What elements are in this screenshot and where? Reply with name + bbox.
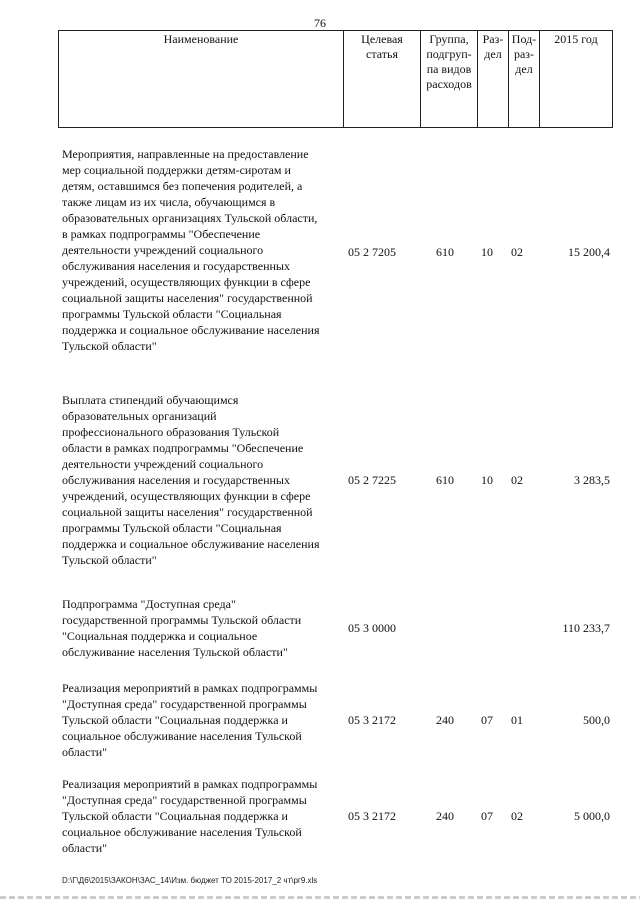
row-group: 610: [436, 245, 454, 259]
row-group: 240: [436, 809, 454, 823]
row-section: 10: [481, 473, 493, 487]
row-amount: 5 000,0: [574, 809, 610, 823]
scan-artifact: [0, 896, 640, 899]
row-amount: 3 283,5: [574, 473, 610, 487]
row-name: Реализация мероприятий в рамках подпрограммы "Доступная среда" государственной программы Тульской области "Социальная поддержка и социальное обслуживание населения Тульской области": [62, 777, 318, 855]
header-section: Раз- дел: [478, 31, 509, 128]
row-target: 05 2 7225: [348, 473, 396, 487]
row-target: 05 3 2172: [348, 713, 396, 727]
row-subsection: 01: [511, 713, 523, 727]
row-amount: 500,0: [583, 713, 610, 727]
row-name: Реализация мероприятий в рамках подпрограммы "Доступная среда" государственной программы Тульской области "Социальная поддержка и социальное обслуживание населения Тульской области": [62, 681, 318, 759]
row-group: 240: [436, 713, 454, 727]
row-name: Мероприятия, направленные на предоставление мер социальной поддержки детям-сиротам и детям, оставшимся без попечения родителей, а также лицам из их числа, обучающимся в образовательных организациях Тульской области, в рамках подпрограммы "Обеспечение деятельности учреждений социального обслуживания населения и государственных учреждений, осуществляющих функции в сфере социальной защиты населения" государственной программы Тульской области "Социальная поддержка и социальное обслуживание населения Тульской области": [62, 147, 320, 353]
header-subsection: Под- раз- дел: [509, 31, 540, 128]
header-name: Наименование: [59, 31, 344, 128]
row-subsection: 02: [511, 809, 523, 823]
row-name: Подпрограмма "Доступная среда" государственной программы Тульской области "Социальная поддержка и социальное обслуживание населения Тульской области": [62, 597, 302, 659]
row-target: 05 2 7205: [348, 245, 396, 259]
row-target: 05 3 0000: [348, 621, 396, 635]
header-year: 2015 год: [540, 31, 613, 128]
row-target: 05 3 2172: [348, 809, 396, 823]
column-header-table: [58, 30, 613, 128]
header-group: Группа, подгруп- па видов расходов: [421, 31, 478, 128]
row-amount: 110 233,7: [562, 621, 610, 635]
row-group: 610: [436, 473, 454, 487]
row-subsection: 02: [511, 473, 523, 487]
file-path-footer: D:\Г\Д6\2015\ЗАКОН\ЗАС_14\Изм. бюджет ТО 2015-2017_2 чт\рг9.xls: [62, 876, 318, 885]
row-section: 07: [481, 713, 493, 727]
row-section: 10: [481, 245, 493, 259]
page-number: 76: [314, 16, 326, 30]
row-amount: 15 200,4: [568, 245, 610, 259]
header-target: Целевая статья: [344, 31, 421, 128]
row-section: 07: [481, 809, 493, 823]
row-name: Выплата стипендий обучающимся образовательных организаций профессионального образования Тульской области в рамках подпрограммы "Обеспечение деятельности учреждений социального обслуживания населения и государственных учреждений, осуществляющих функции в сфере социальной защиты населения" государственной программы Тульской области "Социальная поддержка и социальное обслуживание населения Тульской области": [62, 393, 320, 567]
row-subsection: 02: [511, 245, 523, 259]
